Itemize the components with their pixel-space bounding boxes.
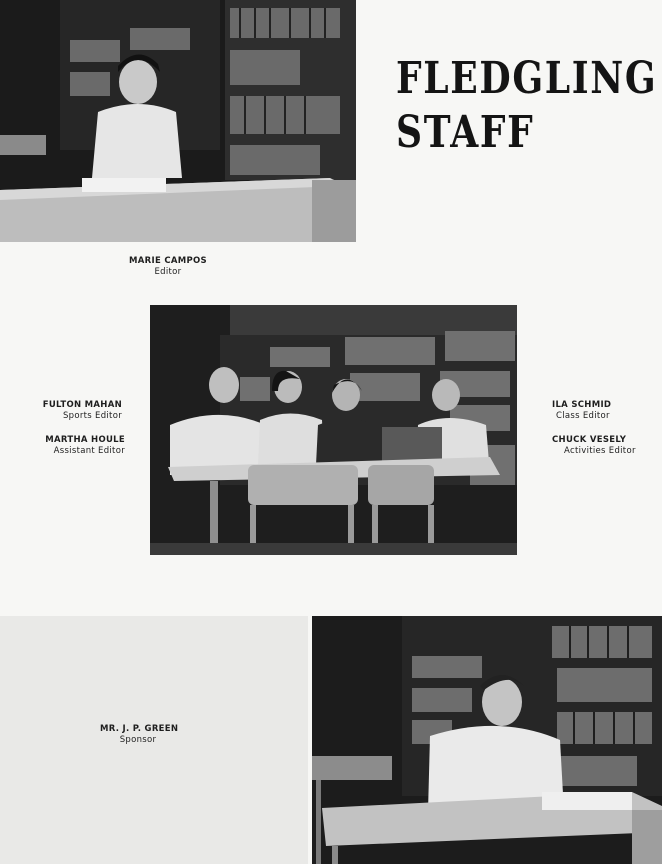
sponsor-photo [312, 616, 662, 864]
sponsor-caption-panel [0, 616, 308, 864]
editor-photo [0, 0, 356, 242]
caption-sponsor [100, 724, 179, 746]
activities-editor-name: CHUCK VESELY [552, 435, 627, 445]
editor-name: MARIE CAMPOS [129, 256, 207, 266]
activities-editor-role: Activities Editor [564, 446, 636, 456]
assistant-editor-role: Assistant Editor [53, 446, 125, 456]
sponsor-name: MR. J. P. GREEN [100, 724, 179, 734]
caption-sports-editor [20, 400, 122, 422]
sports-editor-name: FULTON MAHAN [42, 400, 122, 410]
title-line-2: STAFF [396, 107, 535, 158]
sponsor-role: Sponsor [119, 735, 157, 745]
caption-activities-editor [552, 435, 657, 457]
editor-role: Editor [154, 267, 182, 277]
page-title [396, 52, 658, 160]
caption-assistant-editor [20, 435, 125, 457]
caption-editor [120, 256, 216, 278]
class-editor-role: Class Editor [556, 411, 610, 421]
caption-class-editor [552, 400, 652, 422]
class-editor-name: ILA SCHMID [552, 400, 612, 410]
title-line-1: FLEDGLING [396, 53, 658, 104]
staff-group-photo [150, 305, 517, 555]
sports-editor-role: Sports Editor [62, 411, 122, 421]
assistant-editor-name: MARTHA HOULE [45, 435, 125, 445]
